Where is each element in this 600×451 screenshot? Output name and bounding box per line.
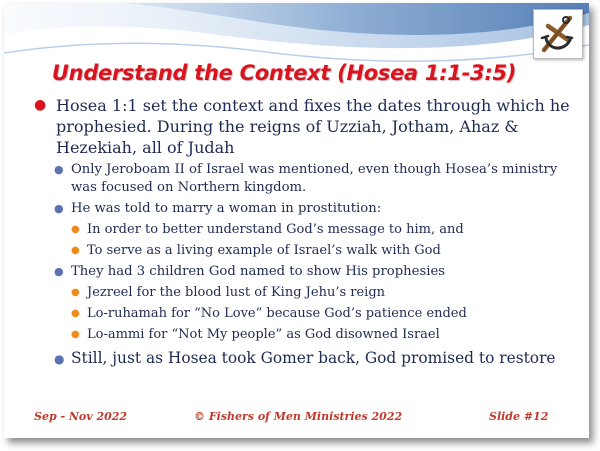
slide-content [34, 95, 579, 368]
sub-bullet-item [54, 348, 579, 368]
bullet-dot-icon: ● [71, 224, 80, 235]
bullet-text: To serve as a living example of Israel’s walk with God [87, 243, 441, 258]
sub-sub-bullet-item [71, 305, 579, 323]
footer-slide-number: Slide #12 [489, 410, 549, 423]
bullet-dot-icon: ● [34, 97, 47, 113]
slide [4, 3, 589, 438]
slide-title: Understand the Context (Hosea 1:1-3:5) [51, 61, 517, 85]
bullet-dot-icon: ● [54, 265, 64, 278]
bullet-text: They had 3 children God named to show His prophesies [71, 264, 446, 279]
bullet-text: Only Jeroboam II of Israel was mentioned, even though Hosea’s ministry was focused on Northern kingdom. [71, 162, 558, 195]
bullet-dot-icon: ● [54, 202, 64, 215]
cross-anchor-icon [533, 9, 583, 59]
bullet-text: Lo-ammi for “Not My people” as God disowned Israel [87, 327, 440, 342]
bullet-text: Hosea 1:1 set the context and fixes the dates through which he prophesied. During the reigns of Uzziah, Jotham, Ahaz & Hezekiah, all of Judah [56, 96, 570, 157]
sub-bullet-item [54, 161, 579, 197]
sub-bullet-item [54, 263, 579, 281]
bullet-text: Jezreel for the blood lust of King Jehu’s reign [87, 285, 386, 300]
bullet-dot-icon: ● [71, 308, 80, 319]
bullet-item [34, 95, 579, 158]
bullet-text: Lo-ruhamah for “No Love” because God’s patience ended [87, 306, 467, 321]
bullet-dot-icon: ● [54, 163, 64, 176]
bullet-dot-icon: ● [71, 245, 80, 256]
bullet-text: Still, just as Hosea took Gomer back, God promised to restore [71, 349, 556, 367]
bullet-dot-icon: ● [54, 352, 65, 366]
sub-sub-bullet-item [71, 221, 579, 239]
bullet-text: In order to better understand God’s message to him, and [87, 222, 464, 237]
bullet-text: He was told to marry a woman in prostitution: [71, 201, 382, 216]
sub-sub-bullet-item [71, 284, 579, 302]
sub-bullet-item [54, 200, 579, 218]
bullet-dot-icon: ● [71, 329, 80, 340]
footer-date: Sep - Nov 2022 [34, 410, 128, 423]
footer-copyright: © Fishers of Men Ministries 2022 [194, 410, 403, 423]
sub-sub-bullet-item [71, 326, 579, 344]
sub-sub-bullet-item [71, 242, 579, 260]
bullet-dot-icon: ● [71, 287, 80, 298]
